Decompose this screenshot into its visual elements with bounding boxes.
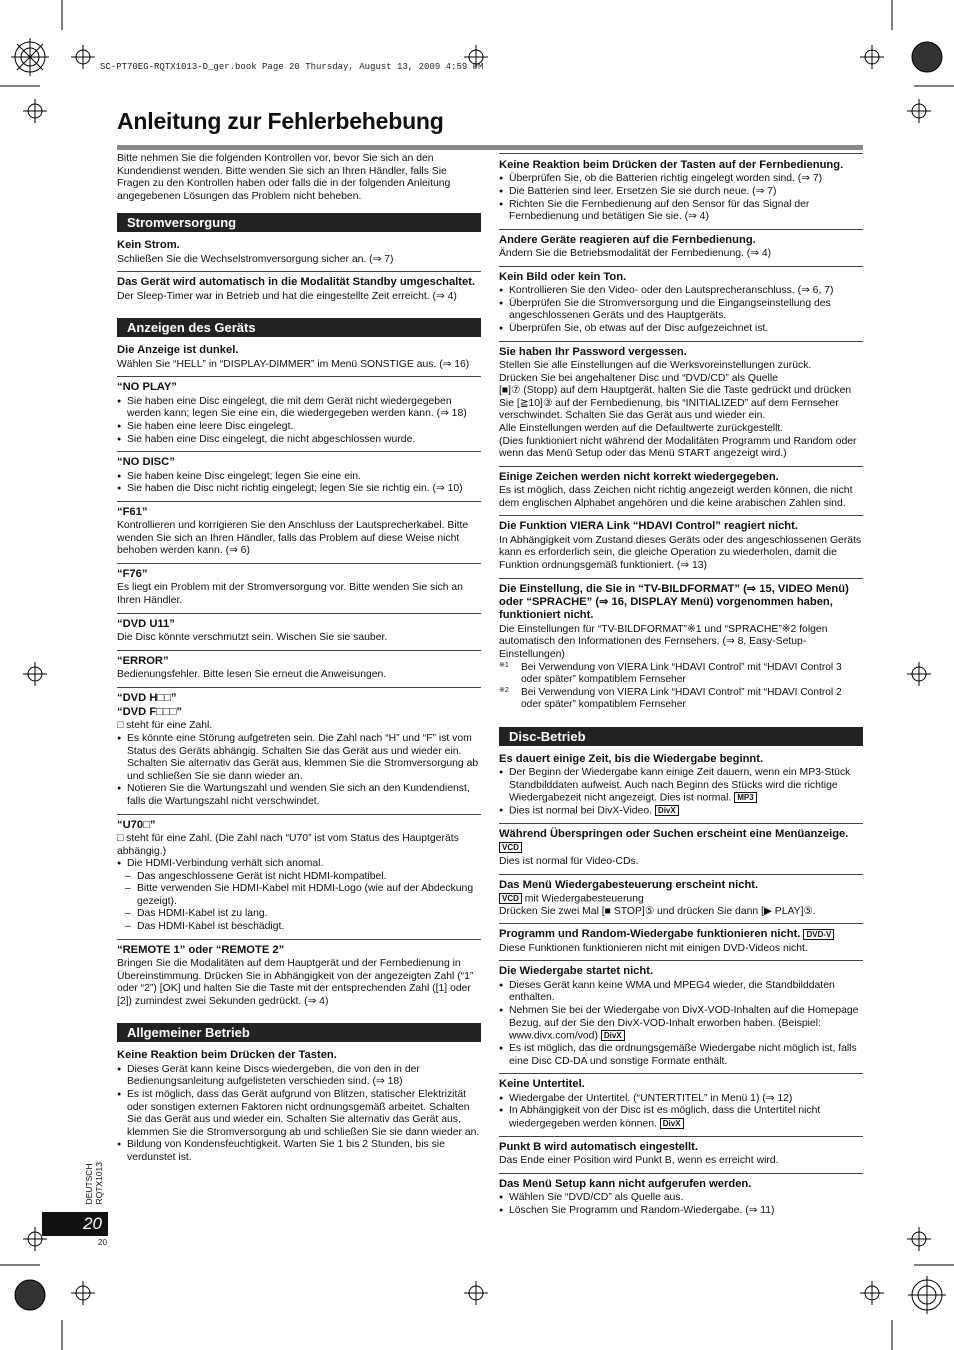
dash-item: – Bitte verwenden Sie HDMI-Kabel mit HDMI-Logo (wie auf der Abdeckung gezeigt). bbox=[117, 883, 481, 908]
item-heading: Die Wiedergabe startet nicht. bbox=[499, 965, 654, 978]
dash-item: – Das HDMI-Kabel ist zu lang. bbox=[117, 908, 481, 921]
footnote-mark: ※1 bbox=[499, 661, 509, 669]
item-heading: Kein Strom. bbox=[117, 239, 180, 252]
item-text: Alle Einstellungen werden auf die Defaultwerte zurückgestellt. bbox=[499, 422, 784, 434]
item-text: [■]⑦ (Stopp) auf dem Hauptgerät. halten Sie die Taste gedrückt und drücken Sie [≧10]③ auf der Fernbedienung, bis “INITIALIZED” auf dem Fernseher verschwindet. Schalten Sie das Gerät aus und wieder ein. bbox=[499, 385, 852, 422]
bullet: ● Sie haben eine leere Disc eingelegt. bbox=[117, 421, 481, 434]
item-text: Wählen Sie “HELL” in “DISPLAY-DIMMER” im Menü SONSTIGE aus. (⇒ 16) bbox=[117, 358, 470, 370]
bullet bbox=[499, 1105, 863, 1130]
item-heading: Sie haben Ihr Password vergessen. bbox=[499, 345, 687, 358]
right-column bbox=[499, 153, 863, 1226]
item-text: Drücken Sie zwei Mal [■ STOP]⑤ und drücken Sie dann [▶ PLAY]⑤. bbox=[499, 905, 816, 917]
item-text: Kontrollieren und korrigieren Sie den Anschluss der Lautsprecherkabel. Bitte wenden Sie sich an Ihren Händler, falls das Problem auf diese Weise nicht behoben werden kann. (⇒ 6) bbox=[117, 520, 469, 557]
item-text: Das Ende einer Position wird Punkt B, wenn es erreicht wird. bbox=[499, 1155, 779, 1167]
item-text: Der Sleep-Timer war in Betrieb und hat die eingestellte Zeit erreicht. (⇒ 4) bbox=[117, 290, 457, 302]
title-rule bbox=[117, 145, 863, 150]
item-fernbedienung bbox=[499, 153, 863, 230]
bullet bbox=[499, 805, 863, 818]
item-heading: “DVD F□□□” bbox=[117, 705, 183, 718]
item-f76 bbox=[117, 568, 481, 614]
item-text: □ steht für eine Zahl. bbox=[117, 720, 213, 732]
item-no-disc bbox=[117, 456, 481, 502]
bullet: ● Es ist möglich, das die ordnungsgemäße Wiedergabe nicht möglich ist, falls eine Disc CD-DA und sonstige Formate enthält. bbox=[499, 1043, 863, 1068]
item-heading: Das Menü Wiedergabesteuerung erscheint nicht. bbox=[499, 878, 759, 891]
page-title: Anleitung zur Fehlerbehebung bbox=[117, 108, 444, 134]
item-heading: Die Einstellung, die Sie in “TV-BILDFORMAT” (⇒ 15, VIDEO Menü) oder “SPRACHE” (⇒ 16, DISPLAY Menü) vorgenommen haben, funktioniert nicht. bbox=[499, 582, 849, 622]
bullet: ● Richten Sie die Fernbedienung auf den Sensor für das Signal der Fernbedienung und betätigen Sie sie. (⇒ 4) bbox=[499, 199, 863, 224]
item-menu-wiedergabe bbox=[499, 879, 863, 925]
side-label-language: DEUTSCH bbox=[84, 1163, 94, 1205]
bullet: ● Sie haben keine Disc eingelegt; legen Sie eine ein. bbox=[117, 471, 481, 484]
bullet: ● Wiedergabe der Untertitel. (“UNTERTITEL” in Menü 1) (⇒ 12) bbox=[499, 1093, 863, 1106]
footnote bbox=[499, 662, 863, 687]
item-kein-strom bbox=[117, 239, 481, 272]
item-setup bbox=[499, 1178, 863, 1223]
item-text: Die Einstellungen für “TV-BILDFORMAT”※1 und “SPRACHE”※2 folgen automatisch den Informationen des Fernsehers. (⇒ 8, Easy-Setup-Einstellungen) bbox=[499, 623, 828, 660]
item-heading: Die Anzeige ist dunkel. bbox=[117, 344, 239, 357]
item-heading: “NO PLAY” bbox=[117, 381, 177, 394]
footnote bbox=[499, 687, 863, 712]
item-tv-bildformat bbox=[499, 583, 863, 717]
section-allgemeiner-betrieb: Allgemeiner Betrieb bbox=[117, 1023, 481, 1042]
item-heading bbox=[499, 928, 863, 941]
bullet: ● Kontrollieren Sie den Video- oder den Lautsprecheranschluss. (⇒ 6, 7) bbox=[499, 285, 863, 298]
item-heading: Andere Geräte reagieren auf die Fernbedienung. bbox=[499, 233, 756, 246]
item-text: Es liegt ein Problem mit der Stromversorgung vor. Bitte wenden Sie sich an Ihren Händler. bbox=[117, 582, 463, 606]
item-viera bbox=[499, 520, 863, 578]
divx-tag: DivX bbox=[660, 1118, 684, 1129]
bullet: ● Sie haben die Disc nicht richtig eingelegt; legen Sie sie richtig ein. (⇒ 10) bbox=[117, 483, 481, 496]
heading-text: Programm und Random-Wiedergabe funktionieren nicht. bbox=[499, 928, 801, 941]
vcd-tag: VCD bbox=[499, 842, 522, 853]
bullet-text: In Abhängigkeit von der Disc ist es möglich, dass die Untertitel nicht wiedergegeben werden können. bbox=[509, 1105, 821, 1130]
section-disc-betrieb: Disc-Betrieb bbox=[499, 727, 863, 746]
item-f61 bbox=[117, 506, 481, 564]
item-andere-geraete bbox=[499, 234, 863, 267]
item-heading: Es dauert einige Zeit, bis die Wiedergabe beginnt. bbox=[499, 752, 764, 765]
item-text: Die Disc könnte verschmutzt sein. Wischen Sie sie sauber. bbox=[117, 631, 388, 643]
item-error bbox=[117, 655, 481, 688]
heading-text: Während Überspringen oder Suchen erscheint eine Menüanzeige. bbox=[499, 828, 849, 841]
mp3-tag: MP3 bbox=[734, 792, 756, 803]
side-label bbox=[84, 1162, 104, 1205]
item-programm bbox=[499, 928, 863, 961]
intro-text: Bitte nehmen Sie die folgenden Kontrollen vor, bevor Sie sich an den Kundendienst wenden. Bitte wenden Sie sich an Ihren Händler, falls Sie Fragen zu den Kontrollen haben oder falls die in der folgenden Anleitung angegebenen Lösungen das Problem nicht beheben. bbox=[117, 153, 451, 202]
item-no-play bbox=[117, 381, 481, 452]
footnote-mark: ※2 bbox=[499, 686, 509, 694]
item-heading bbox=[499, 828, 863, 855]
item-dauert bbox=[499, 753, 863, 824]
item-wiedergabe-start bbox=[499, 965, 863, 1074]
bullet: ● Dieses Gerät kann keine WMA und MPEG4 wieder, die Standbilddaten enthalten. bbox=[499, 980, 863, 1005]
bullet: ● Die HDMI-Verbindung verhält sich anomal. bbox=[117, 858, 481, 871]
item-keine-reaktion bbox=[117, 1049, 481, 1169]
bullet bbox=[499, 1005, 863, 1043]
item-heading: Keine Reaktion beim Drücken der Tasten. bbox=[117, 1049, 337, 1062]
bullet: ● Sie haben eine Disc eingelegt, die mit dem Gerät nicht wiedergegeben werden kann; legen Sie eine ein, die wiedergegeben werden kann. (⇒ 18) bbox=[117, 396, 481, 421]
item-text: Bedienungsfehler. Bitte lesen Sie erneut die Anweisungen. bbox=[117, 668, 387, 680]
item-text bbox=[499, 893, 863, 906]
item-heading: “ERROR” bbox=[117, 654, 169, 667]
divx-tag: DivX bbox=[601, 1030, 625, 1041]
bullet: ● Löschen Sie Programm und Random-Wiedergabe. (⇒ 11) bbox=[499, 1205, 863, 1218]
item-heading: Einige Zeichen werden nicht korrekt wiedergegeben. bbox=[499, 470, 779, 483]
bullet: ● Überprüfen Sie die Stromversorgung und die Eingangseinstellung des angeschlossenen Geräts und des Hauptgeräts. bbox=[499, 298, 863, 323]
bullet: ● Überprüfen Sie, ob etwas auf der Disc aufgezeichnet ist. bbox=[499, 323, 863, 336]
item-text: Drücken Sie bei angehaltener Disc und “DVD/CD” als Quelle bbox=[499, 372, 778, 384]
item-text: (Dies funktioniert nicht während der Modalitäten Programm und Random oder wenn das Menü Setup oder das Menü START angezeigt wird.) bbox=[499, 435, 857, 460]
bullet: ● Überprüfen Sie, ob die Batterien richtig eingelegt worden sind. (⇒ 7) bbox=[499, 173, 863, 186]
item-heading: “F76” bbox=[117, 567, 148, 580]
item-standby bbox=[117, 276, 481, 308]
vcd-tag: VCD bbox=[499, 893, 522, 904]
item-text: Ändern Sie die Betriebsmodalität der Fernbedienung. (⇒ 4) bbox=[499, 248, 772, 260]
item-password bbox=[499, 346, 863, 467]
item-text: Stellen Sie alle Einstellungen auf die Werksvoreinstellungen zurück. bbox=[499, 359, 812, 371]
bullet: ● Dieses Gerät kann keine Discs wiedergeben, die von den in der Bedienungsanleitung aufgelisteten verschieden sind. (⇒ 18) bbox=[117, 1064, 481, 1089]
item-text: Schließen Sie die Wechselstromversorgung sicher an. (⇒ 7) bbox=[117, 253, 394, 265]
item-dvd-u11 bbox=[117, 618, 481, 651]
item-heading: Das Menü Setup kann nicht aufgerufen werden. bbox=[499, 1177, 752, 1190]
page-number-tab: 20 bbox=[42, 1212, 108, 1236]
item-heading: Keine Reaktion beim Drücken der Tasten auf der Fernbedienung. bbox=[499, 159, 844, 171]
left-column bbox=[117, 153, 481, 1174]
dash-item: – Das HDMI-Kabel ist beschädigt. bbox=[117, 921, 481, 934]
item-heading: Punkt B wird automatisch eingestellt. bbox=[499, 1140, 698, 1153]
section-anzeigen: Anzeigen des Geräts bbox=[117, 318, 481, 337]
bullet-text: Dies ist normal bei DivX-Video. bbox=[509, 805, 653, 817]
footnote-text: Bei Verwendung von VIERA Link “HDAVI Control” mit “HDAVI Control 2 oder später” kompatiblem Fernseher bbox=[521, 686, 842, 711]
bullet bbox=[499, 767, 863, 805]
item-heading: Die Funktion VIERA Link “HDAVI Control” reagiert nicht. bbox=[499, 520, 798, 533]
item-u70 bbox=[117, 819, 481, 940]
item-kein-bild bbox=[499, 271, 863, 342]
item-heading: “REMOTE 1” oder “REMOTE 2” bbox=[117, 943, 285, 956]
item-text-part: mit Wiedergabesteuerung bbox=[524, 893, 644, 905]
item-heading: “NO DISC” bbox=[117, 456, 175, 469]
footnote-text: Bei Verwendung von VIERA Link “HDAVI Control” mit “HDAVI Control 3 oder später” kompatiblem Fernseher bbox=[521, 661, 842, 686]
bullet: ● Sie haben eine Disc eingelegt, die nicht abgeschlossen wurde. bbox=[117, 434, 481, 447]
item-heading: Kein Bild oder kein Ton. bbox=[499, 270, 627, 283]
page-number-small: 20 bbox=[98, 1238, 107, 1247]
item-heading: “DVD H□□” bbox=[117, 691, 177, 704]
item-text: Bringen Sie die Modalitäten auf dem Hauptgerät und der Fernbedienung in Übereinstimmung. Drücken Sie in Abhängigkeit von der angezeigten Zahl (“1” oder “2”) [OK] und halten Sie die Taste mit der entsprechenden Zahl ([1] oder [2]) zumindest zwei Sekunden gedrückt. (⇒ 4) bbox=[117, 958, 474, 1007]
item-remote bbox=[117, 944, 481, 1014]
item-text: Es ist möglich, dass Zeichen nicht richtig angezeigt werden können, die nicht dem englischen Alphabet angehören und die keine arabischen Zahlen sind. bbox=[499, 485, 853, 509]
item-heading: “F61” bbox=[117, 505, 148, 518]
item-text: Diese Funktionen funktionieren nicht mit einigen DVD-Videos nicht. bbox=[499, 942, 808, 954]
item-text: □ steht für eine Zahl. (Die Zahl nach “U70” ist vom Status des Hauptgeräts abhängig.) bbox=[117, 832, 459, 857]
item-dvd-h bbox=[117, 692, 481, 815]
item-heading: Das Gerät wird automatisch in die Modalität Standby umgeschaltet. bbox=[117, 276, 476, 289]
item-text: In Abhängigkeit vom Zustand dieses Geräts oder des angeschlossenen Geräts kann es erforderlich sein, die gleiche Operation zu wiederholen, damit die Funktion ordnungsgemäß funktioniert. (⇒ 13) bbox=[499, 534, 862, 571]
bullet: ● Notieren Sie die Wartungszahl und wenden Sie sich an den Kundendienst, falls die Wartungszahl nicht verschwindet. bbox=[117, 783, 481, 808]
item-heading: Keine Untertitel. bbox=[499, 1078, 585, 1091]
bullet: ● Es könnte eine Störung aufgetreten sein. Die Zahl nach “H” und “F” ist vom Status des Geräts abhängig. Schalten Sie das Gerät aus und wieder ein. Schalten Sie alternativ das Gerät aus, klemmen Sie die Stromversorgung ab und schließen Sie sie dann wieder an. bbox=[117, 733, 481, 783]
item-punkt-b bbox=[499, 1141, 863, 1174]
dash-item: – Das angeschlossene Gerät ist nicht HDMI-kompatibel. bbox=[117, 871, 481, 884]
bullet: ● Wählen Sie “DVD/CD” als Quelle aus. bbox=[499, 1192, 863, 1205]
item-ueberspringen bbox=[499, 828, 863, 874]
side-label-code: RQTX1013 bbox=[94, 1162, 104, 1205]
bullet-text: Der Beginn der Wiedergabe kann einige Zeit dauern, wenn ein MP3-Stück Standbilddaten aufweist. Auch nach Beginn des Stücks wird die richtige Wiedergabezeit nicht angezeigt. Dies ist normal. bbox=[509, 767, 851, 804]
bullet: ● Bildung von Kondensfeuchtigkeit. Warten Sie 1 bis 2 Stunden, bis sie verdunstet ist. bbox=[117, 1139, 481, 1164]
item-zeichen bbox=[499, 471, 863, 517]
item-dunkel bbox=[117, 344, 481, 377]
bullet: ● Es ist möglich, dass das Gerät aufgrund von Blitzen, statischer Elektrizität oder sonstigen externen Faktoren nicht ordnungsgemäß arbeitet. Schalten Sie das Gerät aus und wieder ein. Schalten Sie alternativ das Gerät aus, klemmen Sie die Stromversorgung ab und schließen Sie sie dann wieder an. bbox=[117, 1089, 481, 1139]
section-stromversorgung: Stromversorgung bbox=[117, 213, 481, 232]
item-heading: “U70□” bbox=[117, 818, 156, 831]
item-heading: “DVD U11” bbox=[117, 617, 175, 630]
divx-tag: DivX bbox=[655, 805, 679, 816]
bullet-text: Nehmen Sie bei der Wiedergabe von DivX-VOD-Inhalten auf die Homepage Bezug, auf der Sie den DivX-VOD-Inhalt erworben haben. (Beispiel: www.divx.com/vod) bbox=[509, 1005, 859, 1042]
item-untertitel bbox=[499, 1078, 863, 1136]
item-text: Dies ist normal für Video-CDs. bbox=[499, 855, 639, 867]
bullet: ● Die Batterien sind leer. Ersetzen Sie sie durch neue. (⇒ 7) bbox=[499, 186, 863, 199]
print-header-line: SC-PT70EG-RQTX1013-D_ger.book Page 20 Thursday, August 13, 2009 4:59 PM bbox=[100, 62, 484, 72]
dvd-v-tag: DVD-V bbox=[803, 929, 834, 940]
